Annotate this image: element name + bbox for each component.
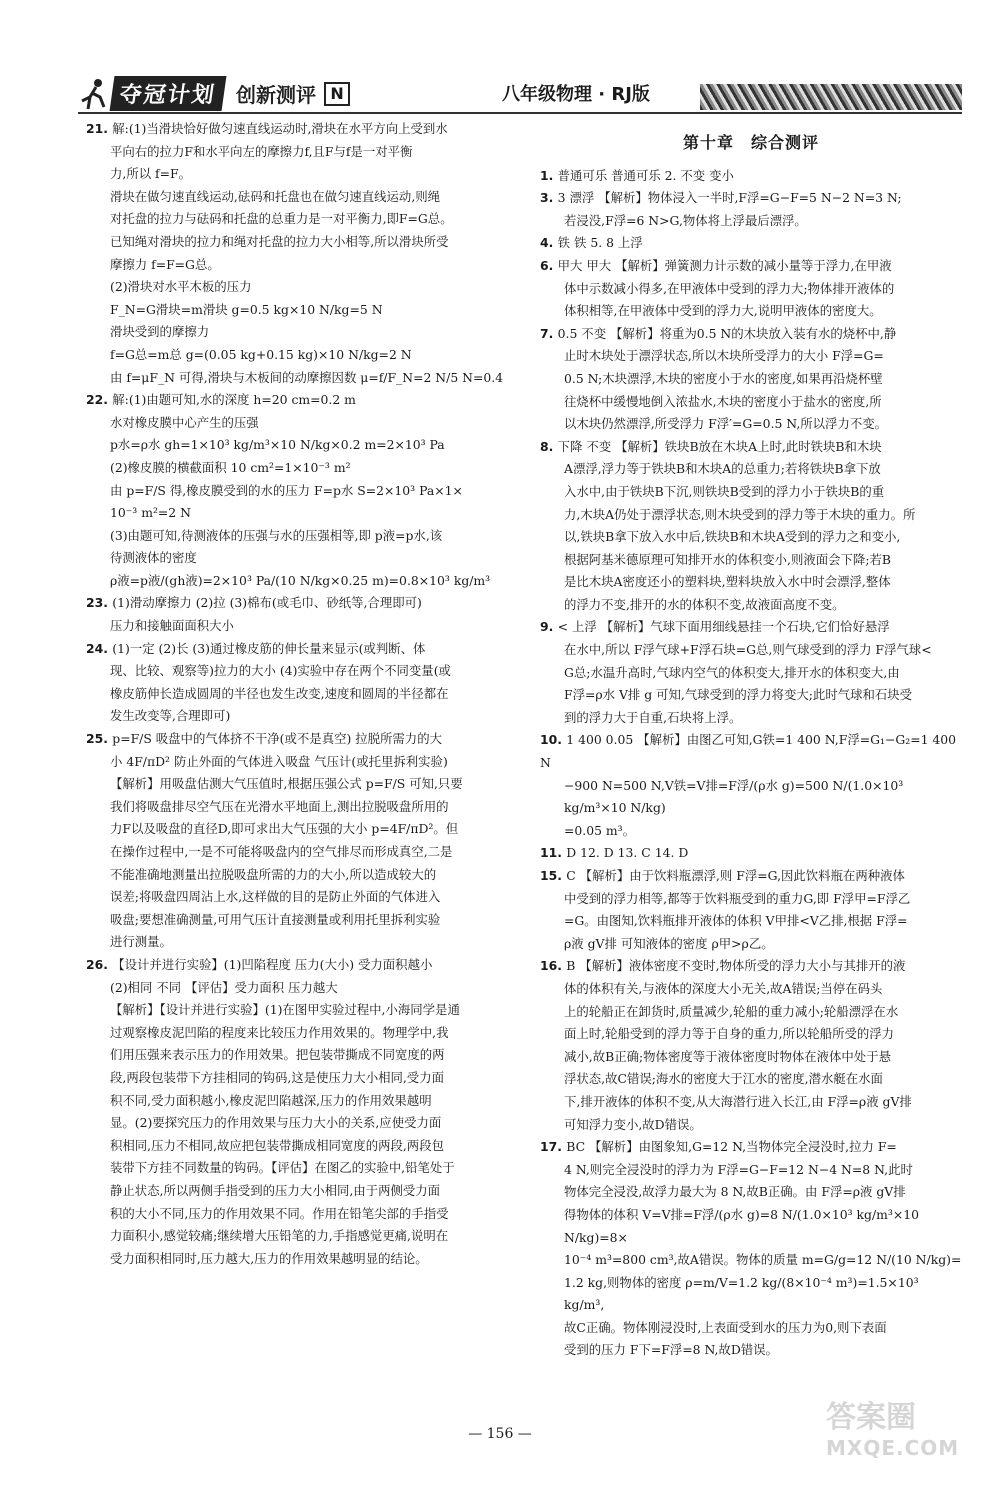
- header-rule: [78, 112, 962, 114]
- answer-line: (2)滑块对水平木板的压力: [110, 279, 252, 295]
- answer-item: [540, 255, 962, 323]
- answer-item: [540, 187, 962, 232]
- answer-line: 力面积小,感觉较痛;继续增大压铅笔的力,手指感觉更痛,说明在: [110, 1228, 449, 1244]
- answer-line: 由 p=F/S 得,橡皮膜受到的水的压力 F=p水 S=2×10³ Pa×1×: [110, 482, 463, 498]
- header-stripe: [700, 84, 962, 110]
- answer-item: [86, 118, 518, 389]
- answer-line: 由 f=μF_N 可得,滑块与木板间的动摩擦因数 μ=f/F_N=2 N/5 N=0.4: [110, 369, 504, 385]
- answer-line: 显。(2)要探究压力的作用效果与压力大小的关系,应使受力面: [110, 1115, 442, 1131]
- series-mark: N: [324, 82, 350, 106]
- question-number: 10.: [540, 732, 567, 748]
- answer-line: 入水中,由于铁块B下沉,则铁块B受到的浮力小于铁块B的重: [564, 483, 885, 499]
- answer-line: [86, 954, 518, 977]
- brand-logo: [78, 76, 350, 111]
- answer-line: 减小,故B正确;物体密度等于液体密度时物体在液体中处于悬: [564, 1048, 891, 1064]
- answer-line: ρ液=p液/(gh液)=2×10³ Pa/(10 N/kg×0.25 m)=0.8×10³ kg/m³: [110, 572, 491, 588]
- answer-item: [540, 729, 962, 842]
- answer-line: 体中示数减小得多,在甲液体中受到的浮力大;物体排开液体的: [564, 280, 895, 296]
- answer-line: 中受到的浮力相等,都等于饮料瓶受到的重力G,即 F浮甲=F浮乙: [564, 890, 911, 906]
- answer-line: [540, 232, 962, 255]
- answer-text: p=F/S 吸盘中的气体挤不干净(或不是真空) 拉脱所需力的大: [112, 731, 442, 747]
- question-number: 21.: [86, 121, 113, 136]
- answer-item: [540, 232, 962, 255]
- answer-line: 物体完全浸没,故浮力最大为 8 N,故B正确。由 F浮=ρ液 gV排: [564, 1184, 906, 1200]
- answer-text: D 12. D 13. C 14. D: [566, 845, 689, 861]
- answer-item: [540, 842, 962, 865]
- answer-line: p水=ρ水 gh=1×10³ kg/m³×10 N/kg×0.2 m=2×10³ Pa: [110, 437, 445, 453]
- answer-item: [540, 865, 962, 955]
- answer-line: 误差;将吸盘四周沾上水,这样做的目的是防止外面的气体进入: [110, 889, 441, 905]
- answer-line: [540, 616, 962, 639]
- site-watermark: [826, 1392, 966, 1458]
- answer-line: 以,铁块B拿下放入水中后,铁块B和木块A受到的浮力之和变小,: [564, 529, 901, 545]
- answer-line: 平向右的拉力F和水平向左的摩擦力f,且F与f是一对平衡: [110, 143, 413, 159]
- answer-line: [540, 729, 962, 774]
- answer-text: 3 漂浮 【解析】物体浸入一半时,F浮=G−F=5 N−2 N=3 N;: [557, 190, 902, 206]
- answer-line: 吸盘;要想准确测量,可用气压计直接测量或利用托里拆利实验: [110, 911, 441, 927]
- answer-line: 1.2 kg,则物体的密度 ρ=m/V=1.2 kg/(8×10⁻⁴ m³)=1.5×10³ kg/m³,: [564, 1274, 919, 1313]
- chapter-title: 第十章 综合测评: [682, 133, 819, 152]
- answer-line: 0.5 N;木块漂浮,木块的密度小于水的密度,如果再沿烧杯壁: [564, 370, 883, 386]
- answer-line: 静止状态,所以两侧手指受到的压力大小相同,由于两侧受力面: [110, 1182, 441, 1198]
- answer-line: [540, 255, 962, 278]
- question-number: 1.: [540, 167, 558, 183]
- answer-line: 受到的压力 F下=F浮=8 N,故D错误。: [564, 1342, 778, 1358]
- answer-line: [540, 1136, 962, 1159]
- answer-text: BC 【解析】由图象知,G=12 N,当物体完全浸没时,拉力 F=: [566, 1139, 897, 1155]
- answer-line: [86, 118, 518, 141]
- answer-line: 【解析】用吸盘估测大气压值时,根据压强公式 p=F/S 可知,只要: [110, 776, 463, 792]
- answer-text: (1)滑动摩擦力 (2)拉 (3)棉布(或毛巾、砂纸等,合理即可): [112, 595, 422, 611]
- answer-line: ρ液 gV排 可知液体的密度 ρ甲>ρ乙。: [564, 935, 774, 951]
- answer-item: [540, 955, 962, 1136]
- answer-line: F_N=G滑块=m滑块 g=0.5 kg×10 N/kg=5 N: [110, 301, 383, 317]
- answer-text: < 上浮 【解析】气球下面用细线悬挂一个石块,它们恰好悬浮: [557, 619, 890, 635]
- answer-item: [540, 1136, 962, 1362]
- answer-line: [540, 187, 962, 210]
- answer-line: 的浮力不变,排开的水的体积不变,故液面高度不变。: [564, 596, 845, 612]
- answer-line: 可知浮力变小,故D错误。: [564, 1116, 702, 1132]
- question-number: 7.: [540, 325, 558, 341]
- answer-line: −900 N=500 N,V铁=V排=F浮/(ρ水 g)=500 N/(1.0×10³ kg/m³×10 N/kg): [564, 777, 904, 816]
- question-number: 8.: [540, 438, 558, 454]
- answer-line: 面上时,轮船受到的浮力等于自身的重力,所以轮船所受的浮力: [564, 1026, 895, 1042]
- answer-line: 受力面积相同时,压力越大,压力的作用效果越明显的结论。: [110, 1250, 428, 1266]
- answer-line: 压力和接触面面积大小: [110, 618, 234, 634]
- answer-item: [540, 616, 962, 729]
- answer-line: [540, 865, 962, 888]
- answer-item: [86, 728, 518, 954]
- answer-text: 甲大 甲大 【解析】弹簧测力计示数的减小量等于浮力,在甲液: [557, 257, 892, 273]
- question-number: 16.: [540, 958, 567, 974]
- answer-line: 已知绳对滑块的拉力和绳对托盘的拉力大小相等,所以滑块所受: [110, 233, 449, 249]
- page-header: [0, 0, 1000, 118]
- answer-line: G总;水温升高时,气球内空气的体积变大,排开水的体积变大,由: [564, 664, 900, 680]
- answer-line: [540, 842, 962, 865]
- answer-line: 得物体的体积 V=V排=F浮/(ρ水 g)=8 N/(1.0×10³ kg/m³×10 N/kg)=8×: [564, 1206, 920, 1245]
- answer-line: (3)由题可知,待测液体的压强与水的压强相等,即 p液=p水,该: [110, 527, 443, 543]
- question-number: 3.: [540, 190, 558, 206]
- runner-icon: [78, 77, 112, 111]
- answer-item: [86, 638, 518, 728]
- answer-line: 浮状态,故C错误;海水的密度大于江水的密度,潜水艇在水面: [564, 1071, 883, 1087]
- answer-line: 是比木块A密度还小的塑料块,塑料块放入水中时会漂浮,整体: [564, 574, 891, 590]
- question-number: 11.: [540, 845, 567, 861]
- question-number: 6.: [540, 257, 558, 273]
- answer-line: 发生改变等,合理即可): [110, 708, 231, 724]
- answer-line: 我们将吸盘排尽空气压在光滑水平地面上,测出拉脱吸盘所用的: [110, 798, 449, 814]
- answer-item: [540, 436, 962, 617]
- left-column: [86, 118, 518, 1270]
- answer-text: C 【解析】由于饮料瓶漂浮,则 F浮=G,因此饮料瓶在两种液体: [566, 868, 905, 883]
- answer-line: 现、比较、观察等)拉力的大小 (4)实验中存在两个不同变量(或: [110, 663, 451, 679]
- right-column: [540, 118, 962, 1362]
- page-number: — 156 —: [468, 1426, 532, 1442]
- answer-line: [86, 728, 518, 751]
- answer-text: 解:(1)由题可知,水的深度 h=20 cm=0.2 m: [112, 392, 356, 408]
- question-number: 23.: [86, 595, 113, 611]
- answer-line: [86, 592, 518, 615]
- answer-item: [540, 165, 962, 188]
- answer-line: 4 N,则完全浸没时的浮力为 F浮=G−F=12 N−4 N=8 N,此时: [564, 1161, 913, 1177]
- answer-line: 们用压强来表示压力的作用效果。把包装带撕成不同宽度的两: [110, 1047, 445, 1063]
- question-number: 15.: [540, 868, 567, 883]
- answer-line: 积相同,压力不相同,故应把包装带撕成相同宽度的两段,两段包: [110, 1137, 444, 1153]
- question-number: 26.: [86, 956, 113, 972]
- answer-item: [86, 954, 518, 1270]
- answer-line: 【解析】【设计并进行实验】(1)在图甲实验过程中,小海同学是通: [110, 1002, 460, 1018]
- answer-line: 橡皮筋伸长造成圆周的半径也发生改变,速度和圆周的半径都在: [110, 685, 449, 701]
- answer-line: 往烧杯中缓慢地倒入浓盐水,木块的密度小于盐水的密度,所: [564, 393, 882, 409]
- series-name: 创新测评: [236, 83, 317, 107]
- answer-text: B 【解析】液体密度不变时,物体所受的浮力大小与其排开的液: [566, 958, 906, 974]
- answer-line: 以木块仍然漂浮,所受浮力 F浮′=G=0.5 N,所以浮力不变。: [564, 416, 888, 432]
- answer-line: 不能准确地测量出拉脱吸盘所需的力的大小,所以造成较大的: [110, 866, 437, 882]
- brand-name: 夺冠计划: [110, 76, 227, 111]
- answer-line: 力,木块A仍处于漂浮状态,则木块受到的浮力等于木块的重力。所: [564, 506, 916, 522]
- answer-line: 体的体积有关,与液体的深度大小无关,故A错误;当停在码头: [564, 980, 883, 996]
- answer-line: =G。由图知,饮料瓶排开液体的体积 V甲排<V乙排,根据 F浮=: [564, 913, 908, 929]
- question-number: 24.: [86, 640, 113, 656]
- answer-line: A漂浮,浮力等于铁块B和木块A的总重力;若将铁块B拿下放: [564, 461, 881, 477]
- answer-text: 0.5 不变 【解析】将重为0.5 N的木块放入装有水的烧杯中,静: [557, 325, 897, 341]
- answer-line: f=G总=m总 g=(0.05 kg+0.15 kg)×10 N/kg=2 N: [110, 346, 412, 362]
- answer-line: 进行测量。: [110, 934, 172, 950]
- answer-line: 根据阿基米德原理可知排开水的体积变小,则液面会下降;若B: [564, 551, 891, 567]
- answer-text: 铁 铁 5. 8 上浮: [557, 235, 643, 251]
- answer-line: 体积相等,在甲液体中受到的浮力大,说明甲液体的密度大。: [564, 303, 882, 319]
- answer-line: 下,排开液体的体积不变,从大海潜行进入长江,由 F浮=ρ液 gV排: [564, 1093, 912, 1109]
- answer-line: 滑块受到的摩擦力: [110, 324, 210, 340]
- answer-item: [540, 323, 962, 436]
- answer-line: 对托盘的拉力与砝码和托盘的总重力是一对平衡力,即F=G总。: [110, 211, 453, 227]
- answer-line: 10⁻³ m²=2 N: [110, 505, 191, 521]
- answer-line: 在水中,所以 F浮气球+F浮石块=G总,则气球受到的浮力 F浮气球<: [564, 642, 932, 658]
- answer-line: 力,所以 f=F。: [110, 166, 192, 182]
- answer-line: 上的轮船正在卸货时,质量减少,轮船的重力减小;轮船漂浮在水: [564, 1003, 899, 1019]
- answer-line: 故C正确。物体刚浸没时,上表面受到水的压力为0,则下表面: [564, 1319, 887, 1335]
- watermark-line2: MXQE.COM: [826, 1436, 960, 1460]
- answer-line: [540, 323, 962, 346]
- answer-line: [86, 389, 518, 412]
- answer-line: 若浸没,F浮=6 N>G,物体将上浮最后漂浮。: [564, 212, 807, 228]
- answer-line: 在操作过程中,一是不可能将吸盘内的空气排尽而形成真空,二是: [110, 844, 453, 859]
- answer-line: 力F以及吸盘的直径D,即可求出大气压强的大小 p=4F/πD²。但: [110, 821, 459, 837]
- question-number: 4.: [540, 235, 558, 251]
- answer-line: 滑块在做匀速直线运动,砝码和托盘也在做匀速直线运动,则绳: [110, 188, 441, 204]
- answer-line: (2)相同 不同 【评估】受力面积 压力越大: [110, 979, 338, 995]
- answer-line: [540, 955, 962, 978]
- answer-line: 止时木块处于漂浮状态,所以木块所受浮力的大小 F浮=G=: [564, 348, 884, 364]
- answer-line: 小 4F/πD² 防止外面的气体进入吸盘 气压计(或托里拆利实验): [110, 753, 448, 769]
- answer-line: 积不同,受力面积越小,橡皮泥凹陷越深,压力的作用效果越明: [110, 1092, 432, 1108]
- answer-line: F浮=ρ水 V排 g 可知,气球受到的浮力将变大;此时气球和石块受: [564, 687, 913, 703]
- answer-line: 水对橡皮膜中心产生的压强: [110, 414, 259, 430]
- answer-line: (2)橡皮膜的横截面积 10 cm²=1×10⁻³ m²: [110, 459, 351, 475]
- question-number: 25.: [86, 731, 113, 747]
- answer-text: 解:(1)当滑块恰好做匀速直线运动时,滑块在水平方向上受到水: [112, 121, 448, 136]
- answer-text: (1)一定 (2)长 (3)通过橡皮筋的伸长量来显示(或判断、体: [112, 640, 426, 656]
- answer-line: [540, 165, 962, 188]
- answer-item: [86, 592, 518, 637]
- book-subtitle: 八年级物理 · RJ版: [502, 84, 650, 105]
- answer-line: 10⁻⁴ m³=800 cm³,故A错误。物体的质量 m=G/g=12 N/(10 N/kg)=: [564, 1252, 962, 1268]
- answer-text: 1 400 0.05 【解析】由图乙可知,G铁=1 400 N,F浮=G₁−G₂=1 400 N: [540, 732, 957, 771]
- question-number: 9.: [540, 619, 558, 635]
- answer-line: 段,两段包装带下方挂相同的钩码,这是使压力大小相同,受力面: [110, 1069, 444, 1085]
- question-number: 17.: [540, 1139, 567, 1155]
- watermark-line1: 答案圈: [826, 1400, 916, 1435]
- answer-text: 【设计并进行实验】(1)凹陷程度 压力(大小) 受力面积越小: [112, 956, 433, 972]
- answer-line: [86, 638, 518, 661]
- answer-item: [86, 389, 518, 592]
- question-number: 22.: [86, 392, 113, 408]
- answer-line: 到的浮力大于自重,石块将上浮。: [564, 709, 742, 725]
- answer-line: 摩擦力 f=F=G总。: [110, 256, 220, 272]
- answer-line: 装带下方挂不同数量的钩码。【评估】在图乙的实验中,铅笔处于: [110, 1160, 455, 1176]
- answer-line: 过观察橡皮泥凹陷的程度来比较压力作用效果的。物理学中,我: [110, 1024, 449, 1040]
- right-answers: [540, 165, 962, 1362]
- answer-text: 普通可乐 普通可乐 2. 不变 变小: [557, 167, 734, 183]
- answer-line: 待测液体的密度: [110, 550, 197, 566]
- answer-line: =0.05 m³。: [564, 822, 636, 838]
- answer-text: 下降 不变 【解析】铁块B放在木块A上时,此时铁块B和木块: [557, 438, 882, 454]
- answer-line: [540, 436, 962, 459]
- answer-line: 积的大小不同,压力的作用效果不同。作用在铅笔尖部的手指受: [110, 1205, 449, 1221]
